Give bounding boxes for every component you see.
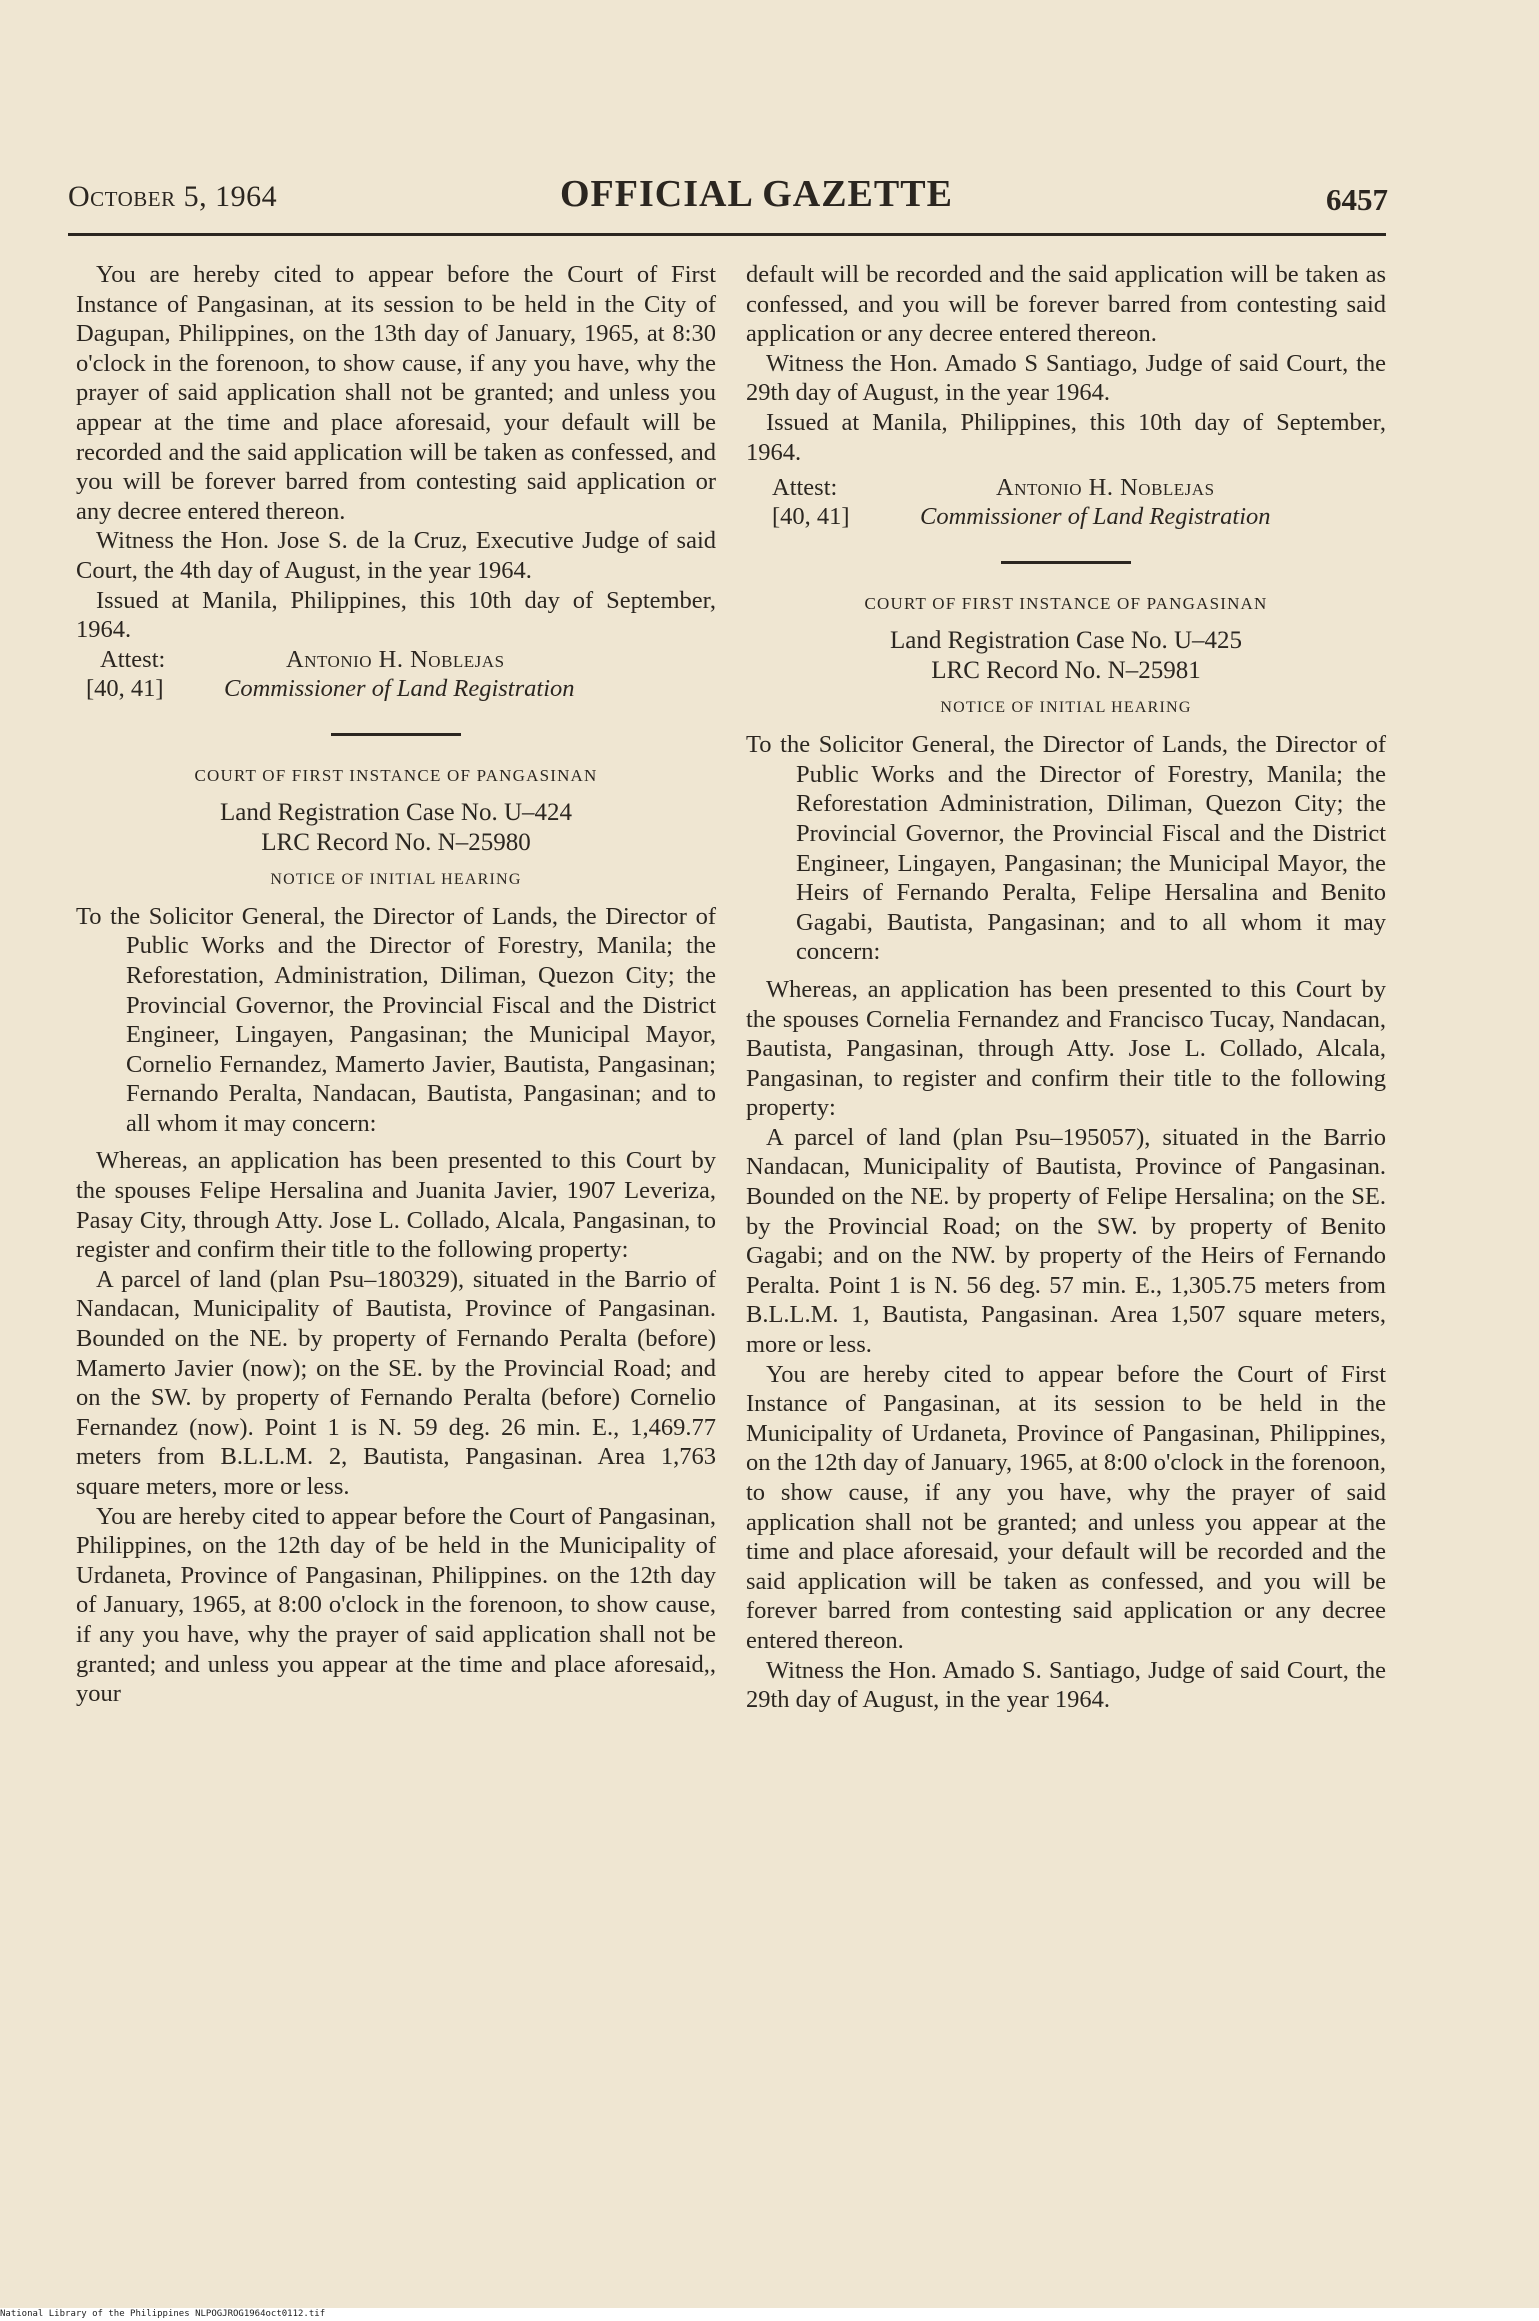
signer-title: Commissioner of Land Registration	[224, 674, 575, 702]
section-divider	[331, 733, 461, 736]
section-divider	[1001, 561, 1131, 564]
issue-ref: [40, 41]	[772, 503, 850, 531]
header-rule	[68, 233, 1386, 236]
paragraph: Witness the Hon. Amado S. Santiago, Judge of said Court, the 29th day of August, in the year 1964.	[746, 1656, 1386, 1714]
attest-line	[76, 645, 716, 674]
paragraph: A parcel of land (plan Psu–195057), situated in the Barrio Nandacan, Municipality of Bautista, Province of Pangasinan. Bounded on the NE. by property of Felipe Hersalina; on the SE. by the Provincial Road; on the SW. by property of Benito Gagabi; and on the NW. by property of the Heirs of Fernando Peralta. Point 1 is N. 56 deg. 57 min. E., 1,305.75 meters from B.L.L.M. 1, Bautista, Pangasinan. Area 1,507 square meters, more or less.	[746, 1123, 1386, 1359]
paragraph: Issued at Manila, Philippines, this 10th day of September, 1964.	[76, 586, 716, 644]
paragraph: You are hereby cited to appear before the Court of Pangasinan, Philippines, on the 12th day of be held in the Municipality of Urdaneta, Province of Pangasinan, Philippines. on the 12th day of January, 1965, at 8:00 o'clock in the forenoon, to show cause, if any you have, why the prayer of said application shall not be granted; and unless you appear at the time and place aforesaid,, your	[76, 1502, 716, 1708]
attest-label: Attest:	[772, 474, 838, 502]
paragraph: Witness the Hon. Amado S Santiago, Judge of said Court, the 29th day of August, in the year 1964.	[746, 349, 1386, 407]
signer-title: Commissioner of Land Registration	[920, 503, 1271, 531]
paragraph: A parcel of land (plan Psu–180329), situated in the Barrio of Nandacan, Municipality of Bautista, Province of Pangasinan. Bounded on the NE. by property of Fernando Peralta (before) Mamerto Javier (now); on the SE. by the Provincial Road; and on the SW. by property of Fernando Peralta (before) Cornelio Fernandez (now). Point 1 is N. 59 deg. 26 min. E., 1,469.77 meters from B.L.L.M. 2, Bautista, Pangasinan. Area 1,763 square meters, more or less.	[76, 1265, 716, 1500]
publication-title: OFFICIAL GAZETTE	[560, 173, 953, 215]
scan-footer: National Library of the Philippines NLPOGJROG1964oct0112.tif	[0, 2308, 1539, 2321]
issue-ref: [40, 41]	[86, 674, 164, 702]
paragraph: Issued at Manila, Philippines, this 10th day of September, 1964.	[746, 408, 1386, 466]
addressees: To the Solicitor General, the Director of Lands, the Director of Public Works and the Director of Forestry, Manila; the Reforestation Administration, Diliman, Quezon City; the Provincial Governor, the Provincial Fiscal and the District Engineer, Lingayen, Pangasinan; the Municipal Mayor, the Heirs of Fernando Peralta, Felipe Hersalina and Benito Gagabi, Bautista, Pangasinan; and to all whom it may concern:	[746, 731, 1386, 966]
notice-heading: NOTICE OF INITIAL HEARING	[940, 699, 1192, 717]
record-number: LRC Record No. N–25981	[931, 657, 1201, 685]
attest-line	[746, 473, 1386, 502]
signer-name: Antonio H. Noblejas	[286, 645, 505, 673]
paragraph: Witness the Hon. Jose S. de la Cruz, Executive Judge of said Court, the 4th day of August, in the year 1964.	[76, 527, 716, 584]
case-number: Land Registration Case No. U–424	[219, 798, 573, 826]
court-heading: COURT OF FIRST INSTANCE OF PANGASINAN	[864, 594, 1268, 614]
paragraph: You are hereby cited to appear before the Court of First Instance of Pangasinan, at its session to be held in the City of Dagupan, Philippines, on the 13th day of January, 1965, at 8:30 o'clock in the forenoon, to show cause, if any you have, why the prayer of said application shall not be granted; and unless you appear at the time and place aforesaid, your default will be recorded and the said application will be taken as confessed, and you will be forever barred from contesting said application or any decree entered thereon.	[76, 261, 716, 525]
addressees: To the Solicitor General, the Director of Lands, the Director of Public Works and the Director of Forestry, Manila; the Reforestation, Administration, Diliman, Quezon City; the Provincial Governor, the Provincial Fiscal and the District Engineer, Lingayen, Pangasinan; the Municipal Mayor, Cornelio Fernandez, Mamerto Javier, Bautista, Pangasinan; Fernando Peralta, Nandacan, Bautista, Pangasinan; and to all whom it may concern:	[76, 902, 716, 1137]
paragraph: default will be recorded and the said application will be taken as confessed, and you will be forever barred from contesting said application or any decree entered thereon.	[746, 261, 1386, 348]
page-header	[68, 172, 1388, 232]
paragraph: Whereas, an application has been presented to this Court by the spouses Felipe Hersalina and Juanita Javier, 1907 Leveriza, Pasay City, through Atty. Jose L. Collado, Alcala, Pangasinan, to register and confirm their title to the following property:	[76, 1147, 716, 1264]
page-number: 6457	[1326, 182, 1388, 217]
notice-heading: NOTICE OF INITIAL HEARING	[270, 870, 522, 888]
record-number: LRC Record No. N–25980	[261, 828, 531, 856]
signer-line	[76, 674, 716, 703]
signer-name: Antonio H. Noblejas	[996, 474, 1215, 502]
signer-line	[746, 502, 1386, 531]
issue-date: October 5, 1964	[68, 180, 278, 213]
right-column	[746, 260, 1386, 1715]
paragraph: Whereas, an application has been presented to this Court by the spouses Cornelia Fernandez and Francisco Tucay, Nandacan, Bautista, Pangasinan, through Atty. Jose L. Collado, Alcala, Pangasinan, to register and confirm their title to the following property:	[746, 975, 1386, 1122]
attest-label: Attest:	[100, 645, 166, 673]
case-number: Land Registration Case No. U–425	[889, 627, 1243, 655]
paragraph: You are hereby cited to appear before the Court of First Instance of Pangasinan, at its session to be held in the Municipality of Urdaneta, Province of Pangasinan, Philippines, on the 12th day of January, 1965, at 8:00 o'clock in the forenoon, to show cause, if any you have, why the prayer of said application shall not be granted; and unless you appear at the time and place aforesaid, your default will be recorded and the said application will be taken as confessed, and you will be forever barred from contesting said application or any decree entered thereon.	[746, 1360, 1386, 1654]
left-column	[76, 260, 716, 1709]
court-heading: COURT OF FIRST INSTANCE OF PANGASINAN	[194, 765, 598, 785]
